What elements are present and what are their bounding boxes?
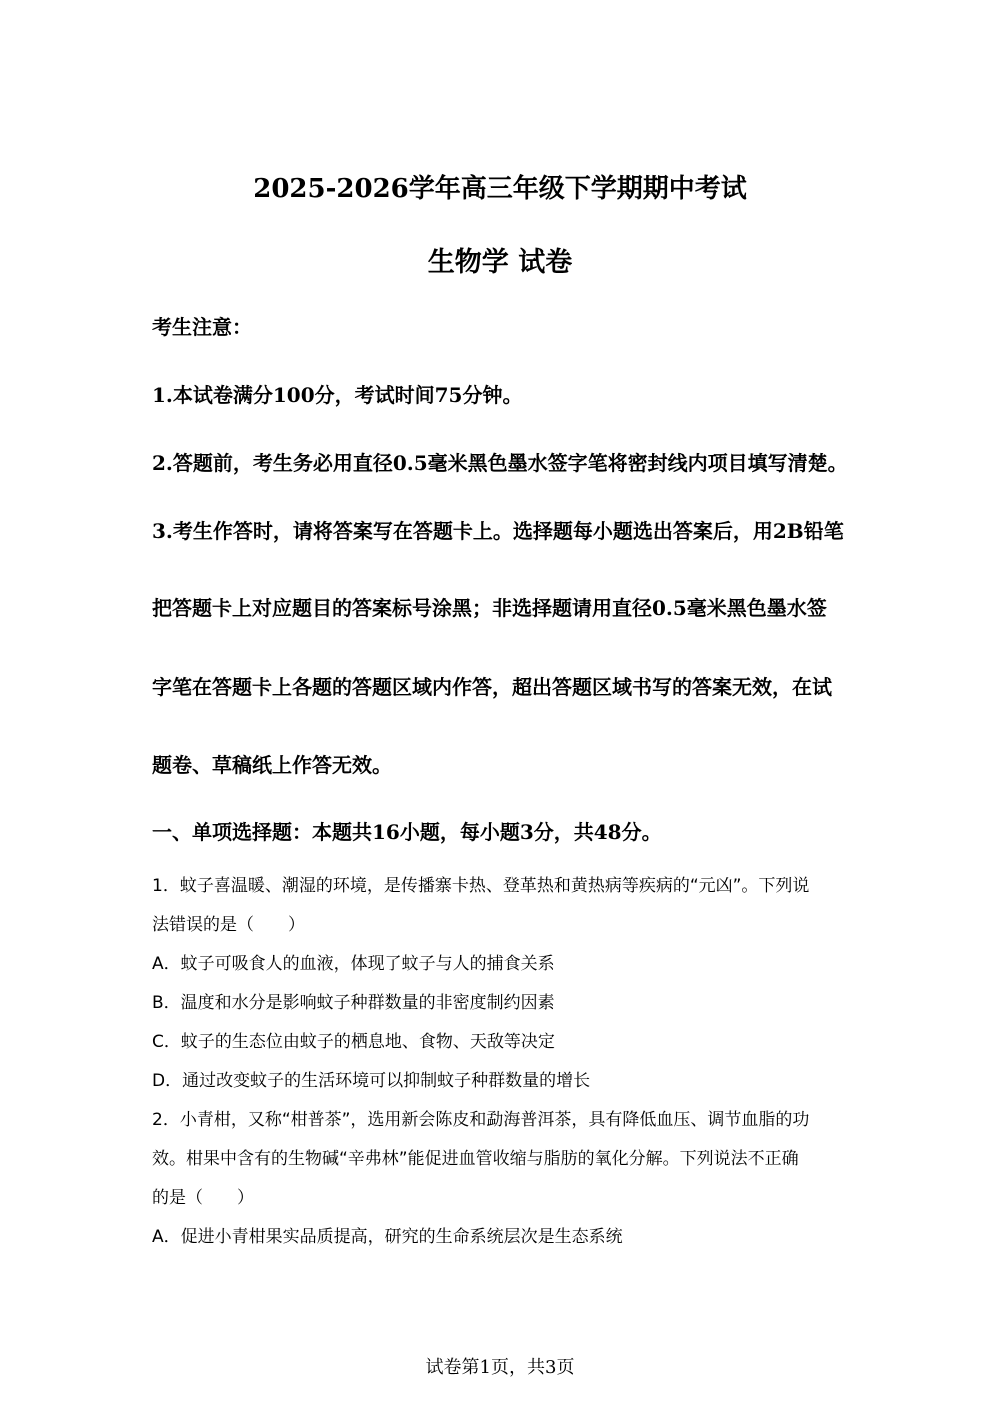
- question-option: B．温度和水分是影响蚊子种群数量的非密度制约因素: [152, 993, 555, 1013]
- notice-item-continued: 题卷、草稿纸上作答无效。: [152, 753, 392, 777]
- question-stem: 2．小青柑，又称“柑普茶”，选用新会陈皮和勐海普洱茶，具有降低血压、调节血脂的功: [152, 1110, 810, 1130]
- exam-subtitle: 生物学 试卷: [427, 247, 573, 278]
- exam-title: 2025-2026学年高三年级下学期期中考试: [253, 174, 747, 204]
- notice-item-continued: 把答题卡上对应题目的答案标号涂黑；非选择题请用直径0.5毫米黑色墨水签: [152, 596, 827, 620]
- section-heading: 一、单项选择题：本题共16小题，每小题3分，共48分。: [152, 820, 662, 844]
- question-stem: 法错误的是（ ）: [152, 915, 305, 935]
- question-stem: 效。柑果中含有的生物碱“辛弗林”能促进血管收缩与脂肪的氧化分解。下列说法不正确: [152, 1149, 799, 1169]
- page-number: 试卷第1页，共3页: [425, 1357, 575, 1378]
- notice-item: 2.答题前，考生务必用直径0.5毫米黑色墨水签字笔将密封线内项目填写清楚。: [152, 451, 848, 475]
- question-option: C．蚊子的生态位由蚊子的栖息地、食物、天敌等决定: [152, 1032, 555, 1052]
- question-stem: 的是（ ）: [152, 1188, 254, 1208]
- notice-item: 1.本试卷满分100分，考试时间75分钟。: [152, 383, 523, 407]
- question-option: D．通过改变蚊子的生活环境可以抑制蚊子种群数量的增长: [152, 1071, 591, 1091]
- notice-heading: 考生注意：: [152, 315, 252, 339]
- question-option: A．蚊子可吸食人的血液，体现了蚊子与人的捕食关系: [152, 954, 555, 974]
- notice-item: 3.考生作答时，请将答案写在答题卡上。选择题每小题选出答案后，用2B铅笔: [152, 519, 844, 543]
- question-stem: 1．蚊子喜温暖、潮湿的环境，是传播寨卡热、登革热和黄热病等疾病的“元凶”。下列说: [152, 876, 810, 896]
- question-option: A．促进小青柑果实品质提高，研究的生命系统层次是生态系统: [152, 1227, 623, 1247]
- notice-item-continued: 字笔在答题卡上各题的答题区域内作答，超出答题区域书写的答案无效，在试: [152, 675, 832, 699]
